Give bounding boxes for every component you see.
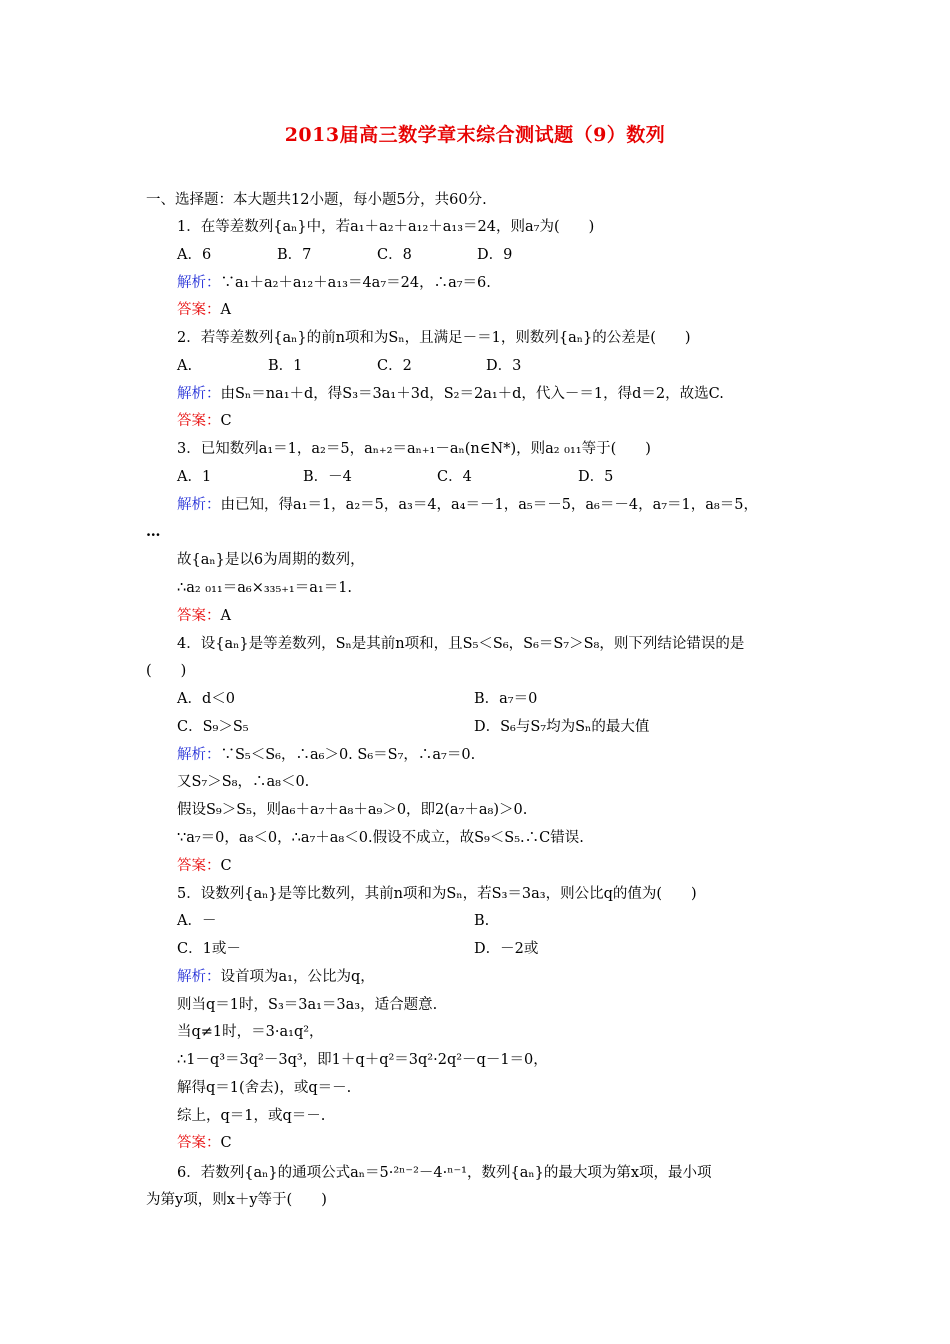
document-title: 2013届高三数学章末综合测试题（9）数列 [284,124,666,146]
q5-option-a: A．－ [177,913,217,929]
q4-option-a: A．d＜0 [177,691,235,707]
q6-stem: 6．若数列{aₙ}的通项公式aₙ＝5·²ⁿ⁻²－4·ⁿ⁻¹，数列{aₙ}的最大项为第x项，最小项 [177,1165,712,1181]
q4-analysis-line3: 假设S₉＞S₅，则a₆＋a₇＋a₈＋a₉＞0，即2(a₇＋a₈)＞0. [177,802,528,818]
q2-answer [177,411,232,431]
q5-stem: 5．设数列{aₙ}是等比数列，其前n项和为Sₙ，若S₃＝3a₃，则公比q的值为( ) [177,886,697,902]
q3-stem: 3．已知数列a₁＝1，a₂＝5，aₙ₊₂＝aₙ₊₁－aₙ(n∈N*)，则a₂ ₀₁₁等于( ) [177,441,651,457]
q4-analysis-line4: ∵a₇＝0，a₈＜0，∴a₇＋a₈＜0.假设不成立，故S₉＜S₅.∴C错误. [177,830,584,846]
q5-analysis-line2: 则当q＝1时，S₃＝3a₁＝3a₃，适合题意. [177,997,438,1013]
q4-option-b: B．a₇＝0 [474,691,538,707]
q5-analysis-line3: 当q≠1时，＝3·a₁q²， [177,1024,324,1040]
q5-answer [177,1133,232,1153]
q4-stem-cont: ( ) [146,663,187,679]
analysis-label: 解析： [177,747,221,763]
q3-analysis-line3: ∴a₂ ₀₁₁＝a₆×₃₃₅₊₁＝a₁＝1. [177,580,353,596]
analysis-label: 解析： [177,497,221,513]
q4-answer-value: C [220,858,232,874]
q3-option-b: B．－4 [303,469,352,485]
q6-stem-cont: 为第y项，则x＋y等于( ) [146,1192,327,1208]
analysis-label: 解析： [177,275,221,291]
q3-analysis-text: 由已知，得a₁＝1，a₂＝5，a₃＝4，a₄＝－1，a₅＝－5，a₆＝－4，a₇＝1，a₈＝5， [220,497,758,513]
q4-option-d: D．S₆与S₇均为Sₙ的最大值 [474,719,650,735]
q5-analysis [177,967,375,987]
q3-option-d: D．5 [578,469,614,485]
q2-stem: 2．若等差数列{aₙ}的前n项和为Sₙ，且满足－＝1，则数列{aₙ}的公差是( ) [177,330,691,346]
q4-analysis [177,745,475,765]
q5-analysis-line5: 解得q＝1(舍去)，或q＝－. [177,1080,352,1096]
q1-answer [177,300,231,320]
q5-option-d: D．－2或 [474,941,539,957]
q2-answer-value: C [220,413,232,429]
q5-analysis-text: 设首项为a₁，公比为q， [220,969,375,985]
analysis-label: 解析： [177,969,221,985]
q5-option-c: C．1或－ [177,941,241,957]
answer-label: 答案： [177,1135,221,1151]
q4-analysis-line2: 又S₇＞S₈，∴a₈＜0. [177,774,310,790]
q4-analysis-text: ∵S₅＜S₆，∴a₆＞0. S₆＝S₇，∴a₇＝0. [220,747,476,763]
q4-answer [177,856,232,876]
answer-label: 答案： [177,608,221,624]
section-heading: 一、选择题：本大题共12小题，每小题5分，共60分. [146,192,487,208]
q3-ellipsis: … [146,523,161,540]
q3-analysis-line2: 故{aₙ}是以6为周期的数列， [177,552,365,568]
q1-analysis-text: ∵a₁＋a₂＋a₁₂＋a₁₃＝4a₇＝24，∴a₇＝6. [220,275,491,291]
q2-option-d: D．3 [486,358,522,374]
q1-option-a: A．6 [177,247,212,263]
q1-answer-value: A [220,302,231,318]
q1-analysis [177,273,491,293]
q3-option-c: C．4 [437,469,472,485]
q5-analysis-line6: 综上，q＝1，或q＝－. [177,1108,326,1124]
q4-stem: 4．设{aₙ}是等差数列，Sₙ是其前n项和，且S₅＜S₆，S₆＝S₇＞S₈，则下列结论错误的是 [177,636,745,652]
q4-option-c: C．S₉＞S₅ [177,719,249,735]
q3-answer-value: A [220,608,231,624]
q1-option-d: D．9 [477,247,513,263]
q2-option-b: B．1 [268,358,303,374]
q2-analysis-text: 由Sₙ＝na₁＋d，得S₃＝3a₁＋3d，S₂＝2a₁＋d，代入－＝1，得d＝2，故选C. [220,386,724,402]
q2-option-c: C．2 [377,358,412,374]
q3-option-a: A．1 [177,469,212,485]
answer-label: 答案： [177,413,221,429]
q1-option-b: B．7 [277,247,312,263]
q3-analysis [177,495,758,515]
q5-answer-value: C [220,1135,232,1151]
q3-answer [177,606,231,626]
answer-label: 答案： [177,858,221,874]
analysis-label: 解析： [177,386,221,402]
q5-analysis-line4: ∴1－q³＝3q²－3q³，即1＋q＋q²＝3q²·2q²－q－1＝0， [177,1052,548,1068]
q5-option-b: B. [474,913,490,929]
q2-option-a: A. [177,358,193,374]
q1-stem: 1．在等差数列{aₙ}中，若a₁＋a₂＋a₁₂＋a₁₃＝24，则a₇为( ) [177,219,595,235]
q1-option-c: C．8 [377,247,412,263]
answer-label: 答案： [177,302,221,318]
q2-analysis [177,384,724,404]
